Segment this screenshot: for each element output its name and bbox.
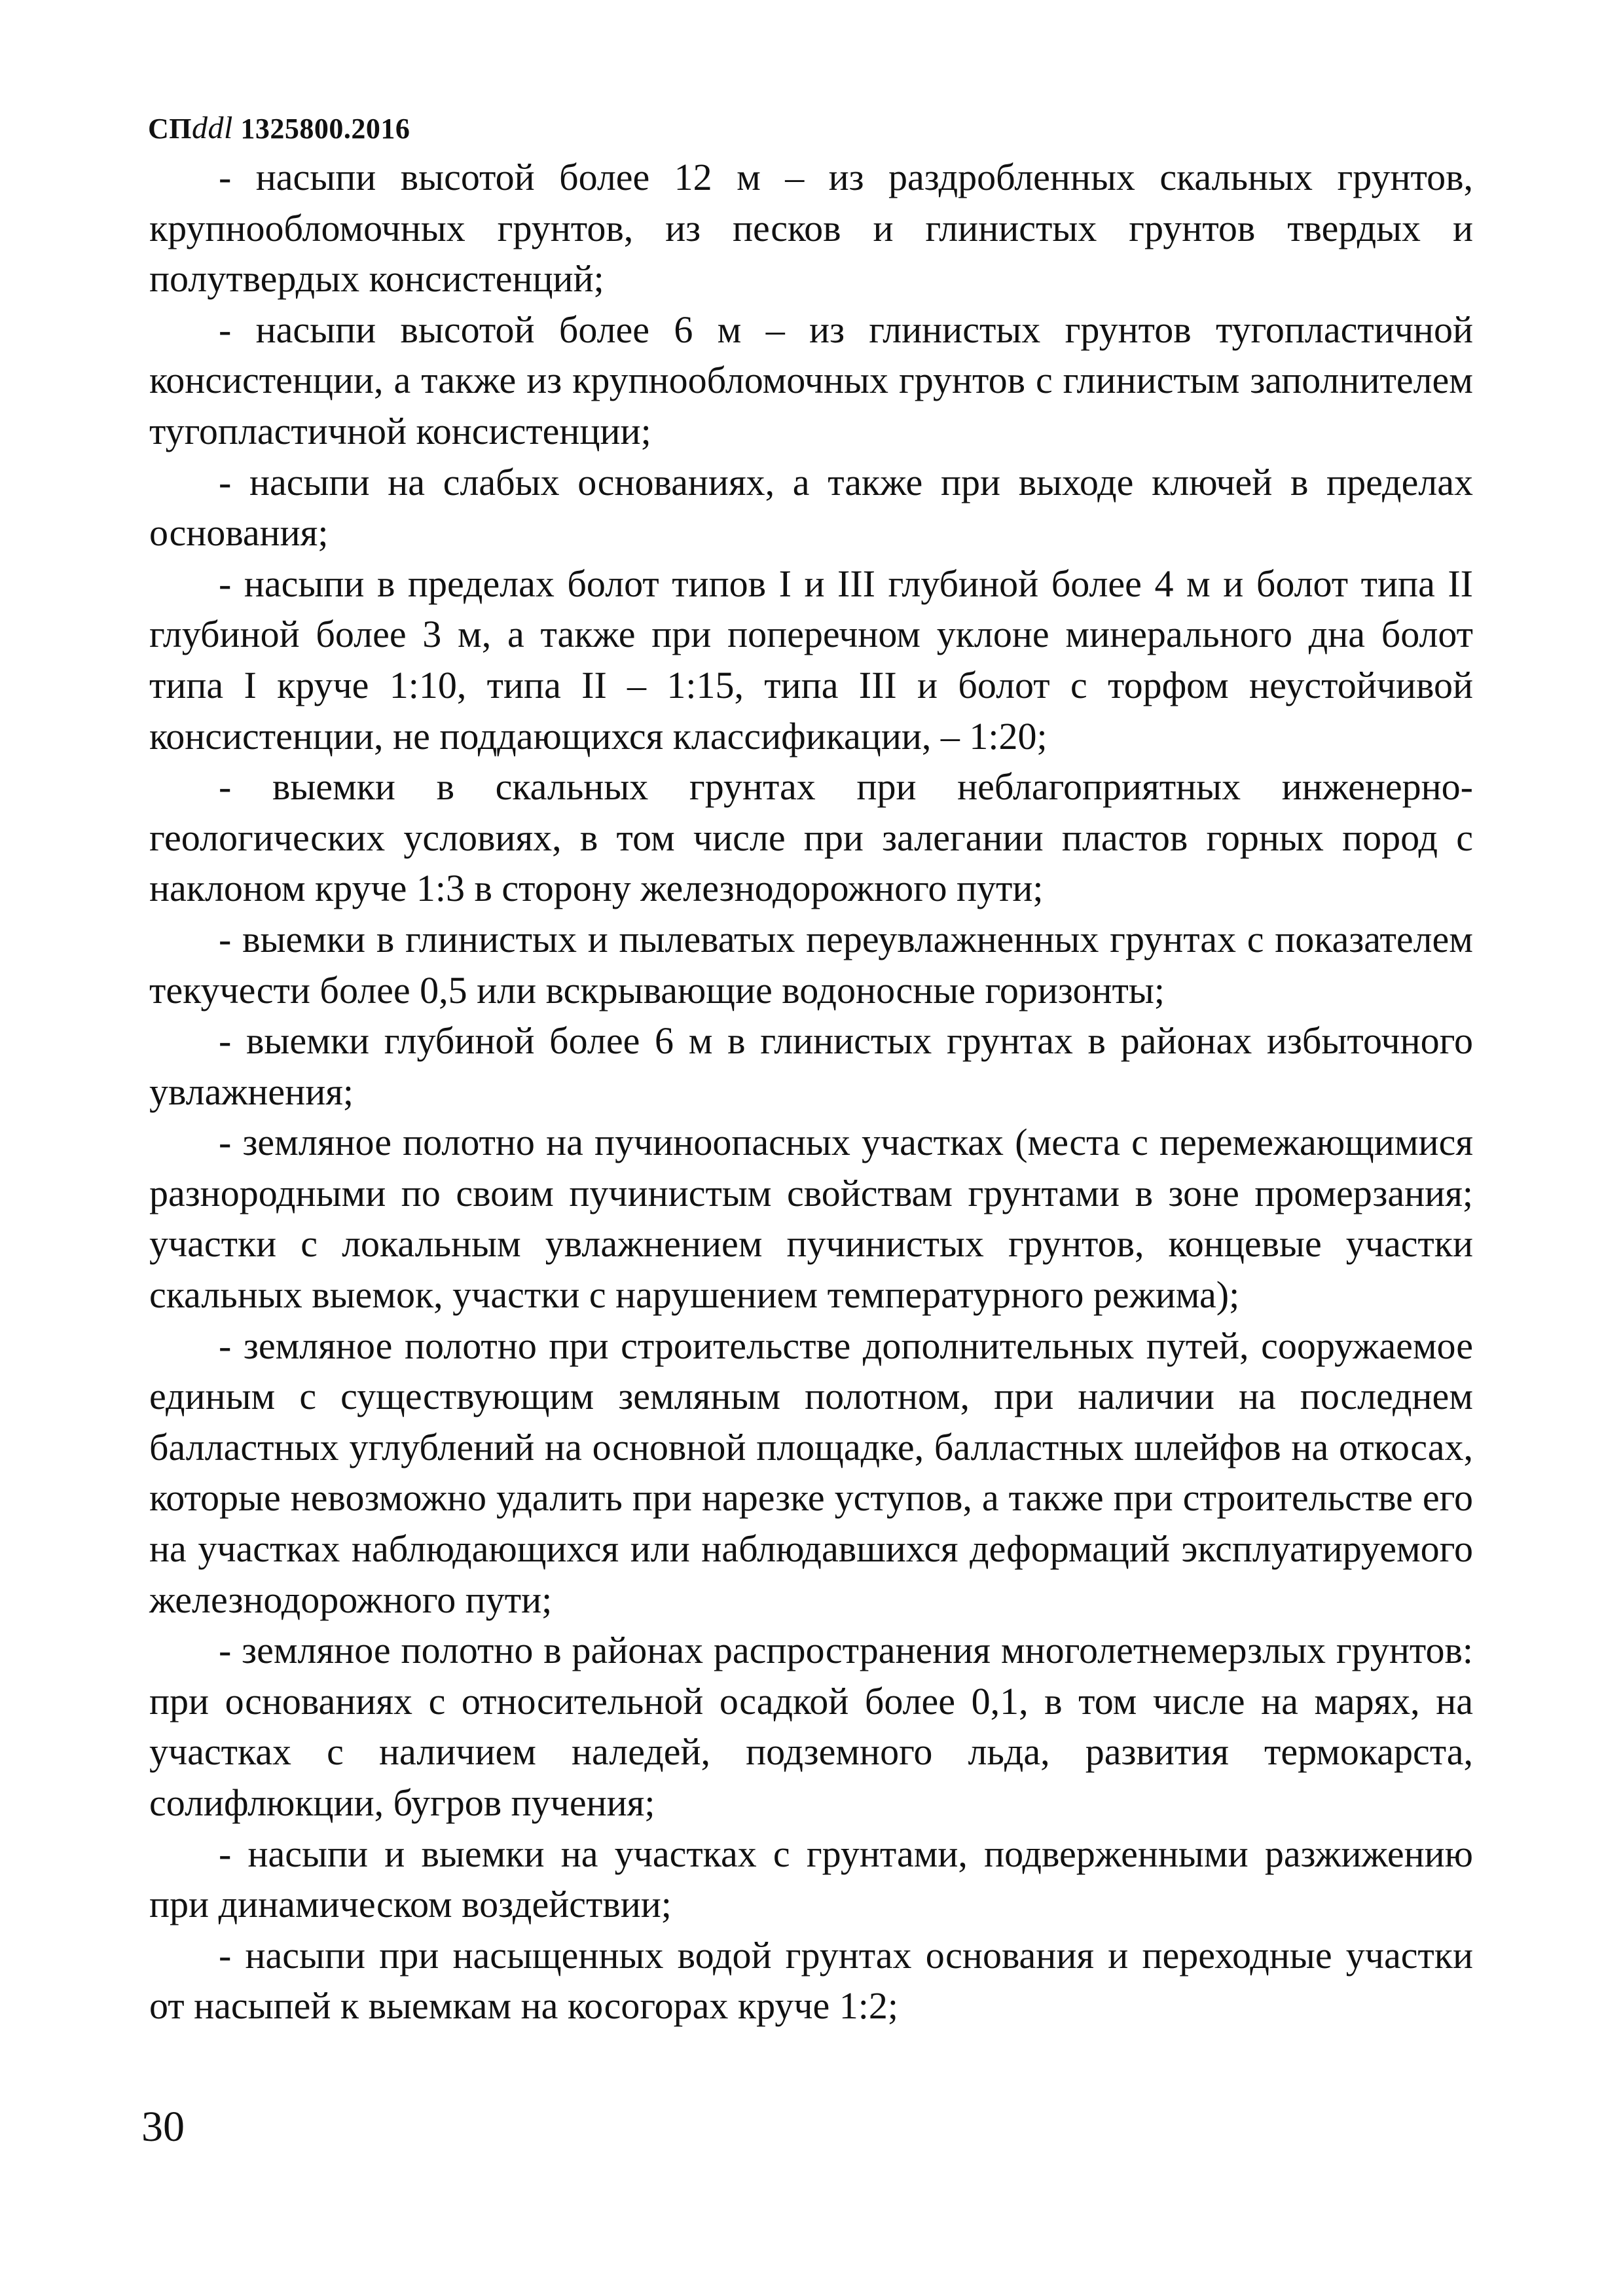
list-item: - выемки глубиной более 6 м в глинистых грунтах в районах избыточного увлажнения; — [149, 1019, 1473, 1113]
list-item: - земляное полотно на пучиноопасных участках (места с перемежающимися разнородными по своим пучинистым свойствам грунтами в зоне промерзания; участки с локальным увлажнением пучинистых грунтов, концевые участки скальных выемок, участки с нарушением температурного режима); — [149, 1121, 1473, 1317]
handwritten-mark: ddl — [192, 111, 233, 145]
code-number: 1325800.2016 — [240, 113, 410, 145]
body-text — [149, 152, 1473, 2032]
code-prefix: СП — [148, 113, 192, 145]
list-item: - земляное полотно при строительстве дополнительных путей, сооружаемое единым с существующим земляным полотном, при наличии на последнем балластных углублений на основной площадке, балластных шлейфов на откосах, которые невозможно удалить при нарезке уступов, а также при строительстве его на участках наблюдающихся или наблюдавшихся деформаций эксплуатируемого железнодорожного пути; — [149, 1324, 1473, 1621]
page-number: 30 — [141, 2103, 185, 2151]
list-item: - земляное полотно в районах распространения многолетнемерзлых грунтов: при основаниях с относительной осадкой более 0,1, в том числе на марях, на участках с наличием наледей, подземного льда, развития термокарста, солифлюкции, бугров пучения; — [149, 1629, 1473, 1824]
document-code-header — [148, 110, 410, 146]
list-item: - насыпи в пределах болот типов I и III глубиной более 4 м и болот типа II глубиной более 3 м, а также при поперечном уклоне минерального дна болот типа I круче 1:10, типа II – 1:15, типа III и болот с торфом неустойчивой консистенции, не поддающихся классификации, – 1:20; — [149, 562, 1473, 757]
list-item: - насыпи на слабых основаниях, а также при выходе ключей в пределах основания; — [149, 460, 1473, 555]
list-item: - насыпи высотой более 6 м – из глинистых грунтов тугопластичной консистенции, а также из крупнообломочных грунтов с глинистым заполнителем тугопластичной консистенции; — [149, 308, 1473, 452]
list-item: - насыпи высотой более 12 м – из раздробленных скальных грунтов, крупнообломочных грунтов, из песков и глинистых грунтов твердых и полутвердых консистенций; — [149, 156, 1473, 301]
list-item: - выемки в скальных грунтах при неблагоприятных инженерно-геологических условиях, в том числе при залегании пластов горных пород с наклоном круче 1:3 в сторону железнодорожного пути; — [149, 765, 1473, 910]
list-item: - выемки в глинистых и пылеватых переувлажненных грунтах с показателем текучести более 0,5 или вскрывающие водоносные горизонты; — [149, 917, 1473, 1011]
list-item: - насыпи и выемки на участках с грунтами, подверженными разжижению при динамическом воздействии; — [149, 1832, 1473, 1926]
list-item: - насыпи при насыщенных водой грунтах основания и переходные участки от насыпей к выемкам на косогорах круче 1:2; — [149, 1933, 1473, 2028]
